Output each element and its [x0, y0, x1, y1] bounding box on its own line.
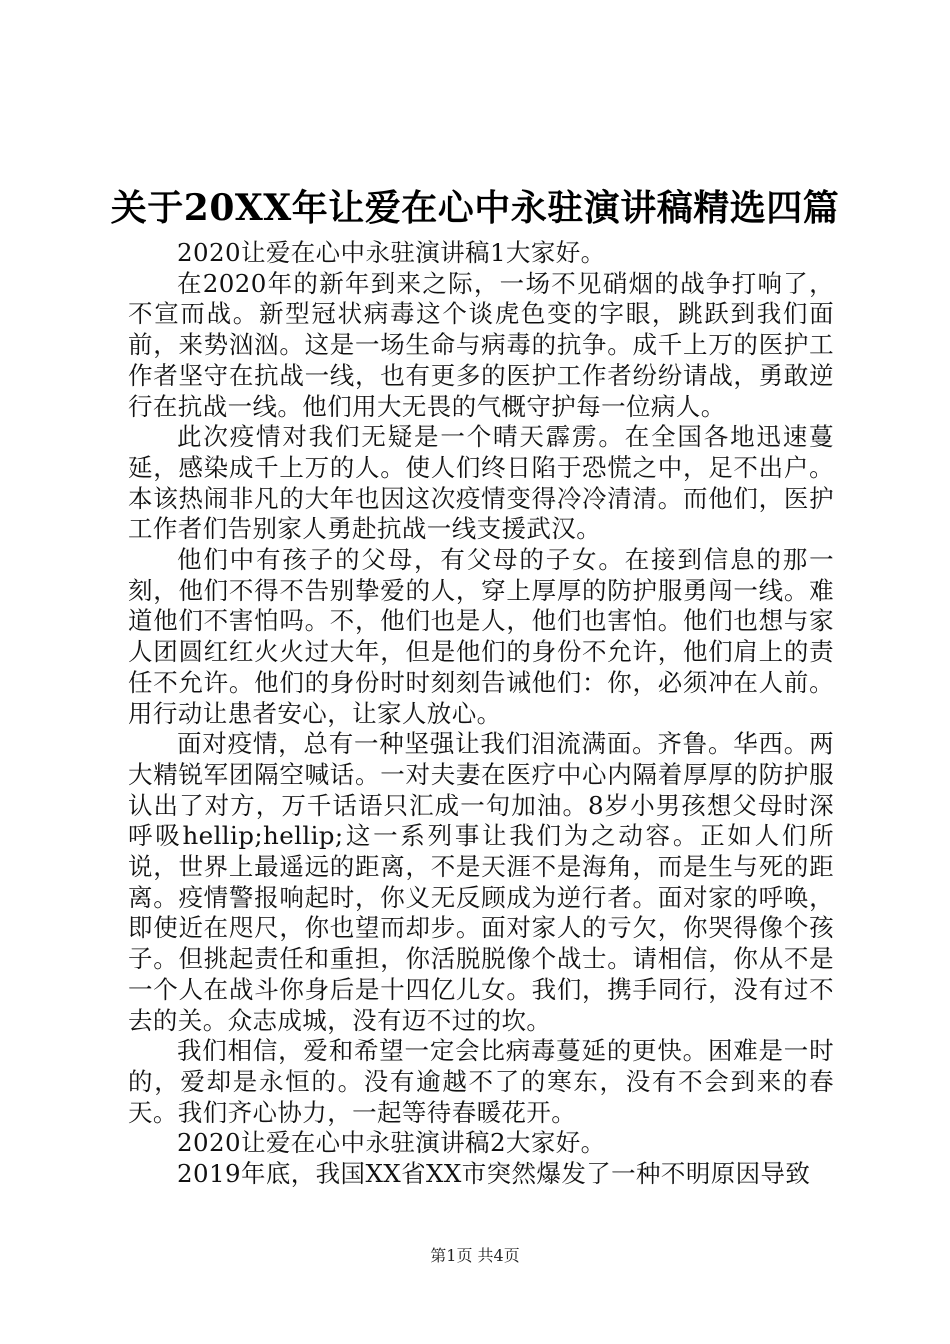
page-footer: 第1页 共4页	[430, 1246, 520, 1265]
paragraph: 面对疫情，总有一种坚强让我们泪流满面。齐鲁。华西。两大精锐军团隔空喊话。一对夫妻在医疗中心内隔着厚厚的防护服认出了对方，万千话语只汇成一句加油。8岁小男孩想父母时深呼吸hellip;hellip;这一系列事让我们为之动容。正如人们所说，世界上最遥远的距离，不是天涯不是海角，而是生与死的距离。疫情警报响起时，你义无反顾成为逆行者。面对家的呼唤，即使近在咫尺，你也望而却步。面对家人的亏欠，你哭得像个孩子。但挑起责任和重担，你活脱脱像个战士。请相信，你从不是一个人在战斗你身后是十四亿儿女。我们，携手同行，没有过不去的关。众志成城，没有迈不过的坎。	[128, 729, 834, 1035]
paragraph: 我们相信，爱和希望一定会比病毒蔓延的更快。困难是一时的，爱却是永恒的。没有逾越不了的寒东，没有不会到来的春天。我们齐心协力，一起等待春暖花开。	[128, 1036, 834, 1127]
paragraph: 2020让爱在心中永驻演讲稿2大家好。	[177, 1128, 606, 1158]
paragraph: 2020让爱在心中永驻演讲稿1大家好。	[177, 238, 606, 267]
paragraph: 在2020年的新年到来之际，一场不见硝烟的战争打响了，不宣而战。新型冠状病毒这个谈虎色变的字眼，跳跃到我们面前，来势汹汹。这是一场生命与病毒的抗争。成千上万的医护工作者坚守在抗战一线，也有更多的医护工作者纷纷请战，勇敢逆行在抗战一线。他们用大无畏的气概守护每一位病人。	[128, 268, 834, 421]
document-title: 关于20XX年让爱在心中永驻演讲稿精选四篇	[110, 187, 840, 229]
paragraph: 此次疫情对我们无疑是一个晴天霹雳。在全国各地迅速蔓延，感染成千上万的人。使人们终日陷于恐慌之中，足不出户。本该热闹非凡的大年也因这次疫情变得冷冷清清。而他们，医护工作者们告别家人勇赴抗战一线支援武汉。	[128, 422, 834, 544]
paragraph: 他们中有孩子的父母，有父母的子女。在接到信息的那一刻，他们不得不告别挚爱的人，穿上厚厚的防护服勇闯一线。难道他们不害怕吗。不，他们也是人，他们也害怕。他们也想与家人团圆红红火火过大年，但是他们的身份不允许，他们肩上的责任不允许。他们的身份时时刻刻告诫他们：你，必须冲在人前。用行动让患者安心，让家人放心。	[128, 545, 834, 728]
document-body	[128, 238, 834, 1190]
paragraph: 2019年底，我国XX省XX市突然爆发了一种不明原因导致	[177, 1159, 811, 1189]
